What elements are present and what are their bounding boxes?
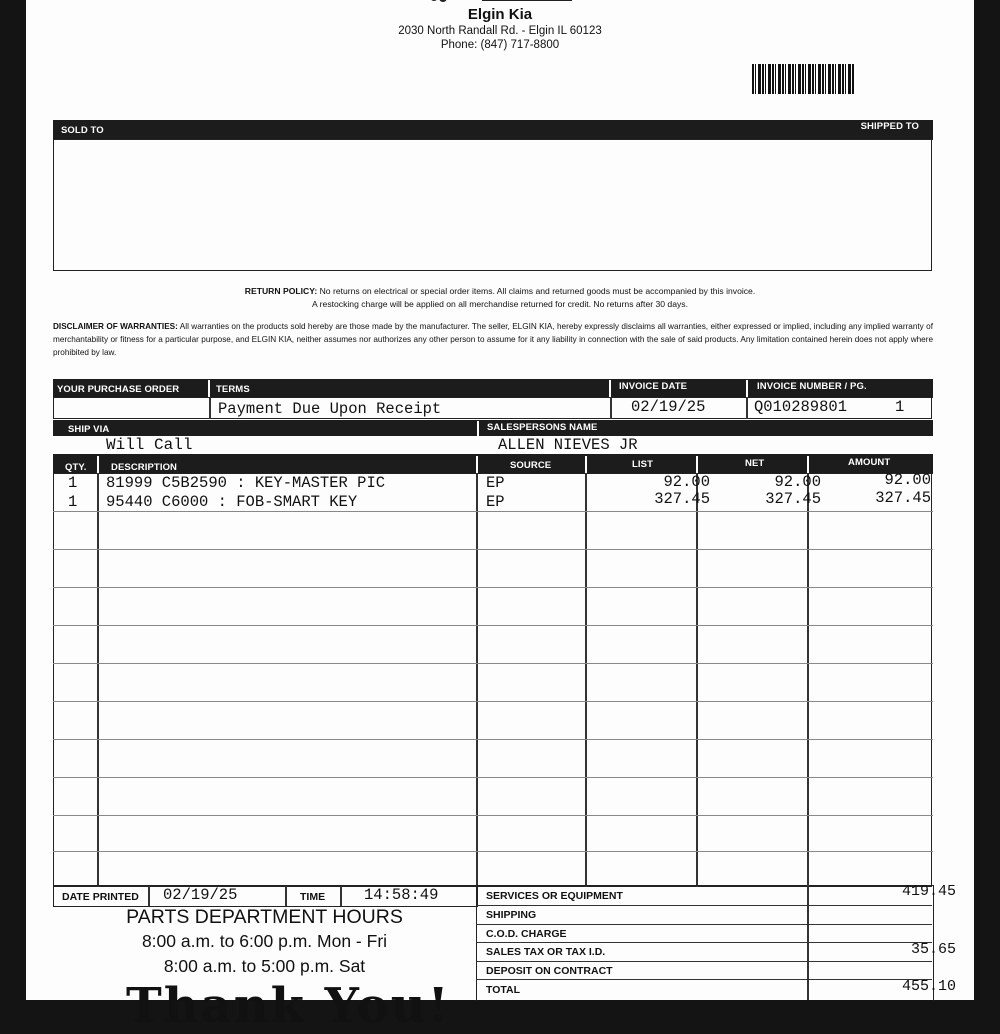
- time-label: TIME: [300, 891, 326, 903]
- address-box: [53, 139, 932, 271]
- dealer-name: Elgin Kia: [467, 6, 533, 23]
- return-policy-line1: [26, 285, 974, 298]
- total-label-total: TOTAL: [486, 984, 521, 996]
- time-value: 14:58:49: [364, 886, 439, 904]
- total-value-total: 455.10: [901, 978, 956, 995]
- hours-title: PARTS DEPARTMENT HOURS: [126, 906, 403, 928]
- total-value-tax: 35.65: [910, 941, 956, 958]
- date-printed-label: DATE PRINTED: [62, 891, 139, 903]
- col-list: LIST: [632, 459, 653, 470]
- totals-box: [476, 885, 934, 1001]
- sold-to-label: SOLD TO: [61, 125, 104, 136]
- col-net: NET: [745, 458, 765, 469]
- table-row: [53, 489, 933, 512]
- return-policy-text1: No returns on electrical or special order items. All claims and returned goods must be accompanied by this invoice.: [319, 286, 756, 296]
- terms-value: Payment Due Upon Receipt: [218, 400, 442, 418]
- item-description: 81999 C5B2590 : KEY-MASTER PIC: [106, 474, 386, 492]
- col-source: SOURCE: [510, 460, 552, 471]
- total-label-deposit: DEPOSIT ON CONTRACT: [486, 965, 613, 977]
- item-amount: 92.00: [884, 471, 931, 489]
- disclaimer-text: All warranties on the products sold hereby are those made by the manufacturer. The seller, ELGIN KIA, hereby expressly disclaims all warranties, either expressed or implied, including any implied warranty of merchantability or fitness for a particular purpose, and ELGIN KIA, neither assumes nor authorizes any other person to assume for it any liability in connection with the sale of said products. Any limitation contained herein does not apply where prohibited by law.: [53, 322, 933, 357]
- item-qty: 1: [68, 474, 78, 492]
- return-policy-label: RETURN POLICY:: [244, 286, 318, 296]
- invoice-header-bar: [53, 379, 933, 398]
- date-printed-value: 02/19/25: [163, 886, 238, 904]
- invoice-page: [26, 0, 974, 1034]
- shipvia-header-bar: [53, 420, 933, 436]
- invoice-date-value: 02/19/25: [631, 398, 706, 416]
- total-label-services: SERVICES OR EQUIPMENT: [486, 890, 623, 902]
- total-label-shipping: SHIPPING: [486, 909, 537, 921]
- barcode: [752, 64, 854, 94]
- salesperson-label: SALESPERSONS NAME: [487, 422, 598, 433]
- return-policy: [26, 285, 974, 310]
- purchase-order-label: YOUR PURCHASE ORDER: [57, 384, 180, 395]
- items-grid: [53, 473, 932, 887]
- item-amount: 327.45: [875, 489, 931, 507]
- terms-label: TERMS: [216, 384, 250, 395]
- dealer-phone: Phone: (847) 717-8800: [440, 39, 560, 51]
- hours-block: [53, 905, 476, 979]
- total-label-tax: SALES TAX OR TAX I.D.: [486, 946, 606, 958]
- col-amount: AMOUNT: [848, 457, 891, 468]
- item-description: 95440 C6000 : FOB-SMART KEY: [106, 493, 358, 511]
- thank-you: Thank You!: [126, 978, 451, 1034]
- col-description: DESCRIPTION: [111, 462, 178, 473]
- item-list: 92.00: [663, 473, 710, 491]
- item-list: 327.45: [654, 490, 710, 508]
- invoice-number-value: Q010289801: [754, 398, 848, 416]
- total-label-cod: C.O.D. CHARGE: [486, 928, 567, 940]
- invoice-number-label: INVOICE NUMBER / PG.: [757, 381, 867, 392]
- shipped-to-label: SHIPPED TO: [860, 121, 919, 132]
- address-header-bar: [53, 120, 933, 140]
- invoice-date-label: INVOICE DATE: [619, 381, 688, 392]
- item-source: EP: [486, 474, 505, 492]
- ship-via-value: Will Call: [106, 436, 193, 454]
- salesperson-value: ALLEN NIEVES JR: [498, 436, 638, 454]
- disclaimer: [53, 321, 933, 359]
- total-value-services: 419.45: [901, 883, 956, 900]
- items-header-bar: [53, 454, 933, 474]
- ship-via-label: SHIP VIA: [68, 424, 110, 435]
- item-qty: 1: [68, 493, 78, 511]
- disclaimer-label: DISCLAIMER OF WARRANTIES:: [53, 322, 178, 331]
- invoice-page-value: 1: [895, 398, 905, 416]
- hours-saturday: 8:00 a.m. to 5:00 p.m. Sat: [163, 956, 366, 976]
- item-source: EP: [486, 493, 505, 511]
- col-qty: QTY.: [65, 462, 87, 473]
- dealer-address: 2030 North Randall Rd. - Elgin IL 60123: [398, 25, 602, 37]
- item-net: 327.45: [765, 490, 821, 508]
- hours-weekday: 8:00 a.m. to 6:00 p.m. Mon - Fri: [141, 931, 388, 951]
- return-policy-line2: A restocking charge will be applied on all merchandise returned for credit. No returns after 30 days.: [312, 298, 688, 309]
- item-net: 92.00: [774, 473, 821, 491]
